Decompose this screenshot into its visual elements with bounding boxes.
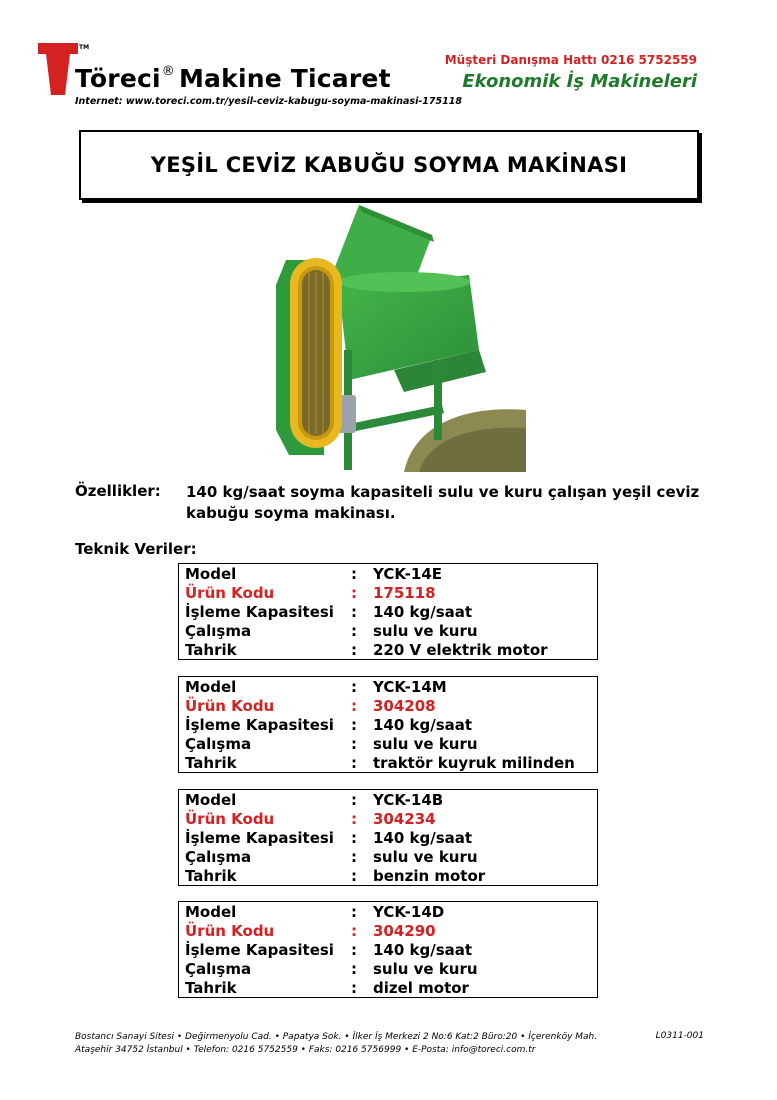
spec-row-capacity	[185, 603, 597, 622]
company-logo-icon	[38, 43, 78, 95]
spec-value: 140 kg/saat	[373, 716, 473, 734]
spec-sep: :	[351, 716, 357, 734]
spec-value: sulu ve kuru	[373, 622, 478, 640]
spec-row-capacity	[185, 829, 597, 848]
footer-line-1: Bostancı Sanayi Sitesi • Değirmenyolu Cad. • Papatya Sok. • İlker İş Merkezi 2 No:6 Kat:2 Büro:20 • İçerenköy Mah.	[75, 1032, 598, 1042]
spec-row-drive	[185, 867, 597, 886]
spec-sep: :	[351, 791, 357, 809]
spec-sep: :	[351, 584, 357, 602]
spec-row-operation	[185, 960, 597, 979]
spec-key: Model	[185, 791, 237, 809]
spec-key: Tahrik	[185, 641, 237, 659]
spec-key: Çalışma	[185, 622, 252, 640]
spec-value: 140 kg/saat	[373, 603, 473, 621]
spec-row-model	[185, 678, 597, 697]
features-text: 140 kg/saat soyma kapasiteli sulu ve kuru çalışan yeşil ceviz kabuğu soyma makinası.	[186, 483, 700, 522]
spec-key: Ürün Kodu	[185, 584, 275, 602]
spec-key: Model	[185, 678, 237, 696]
spec-key: İşleme Kapasitesi	[185, 829, 334, 847]
spec-sep: :	[351, 941, 357, 959]
spec-row-drive	[185, 754, 597, 773]
spec-value: YCK-14M	[373, 678, 447, 696]
spec-row-operation	[185, 622, 597, 641]
spec-key: Ürün Kodu	[185, 697, 275, 715]
spec-row-code	[185, 697, 597, 716]
spec-row-operation	[185, 735, 597, 754]
document-code: L0311-001	[655, 1031, 704, 1041]
spec-table-yck-14b	[178, 789, 598, 886]
trademark-mark: TM	[79, 44, 90, 51]
spec-sep: :	[351, 622, 357, 640]
customer-hotline: Müşteri Danışma Hattı 0216 5752559	[444, 53, 697, 67]
spec-key: Ürün Kodu	[185, 810, 275, 828]
spec-key: İşleme Kapasitesi	[185, 941, 334, 959]
spec-sep: :	[351, 754, 357, 772]
spec-table-yck-14d	[178, 901, 598, 998]
footer-line-2: Ataşehir 34752 İstanbul • Telefon: 0216 5752559 • Faks: 0216 5756999 • E-Posta: info@toreci.com.tr	[75, 1045, 536, 1055]
spec-row-model	[185, 791, 597, 810]
spec-sep: :	[351, 697, 357, 715]
spec-row-drive	[185, 979, 597, 998]
spec-sep: :	[351, 903, 357, 921]
spec-value: sulu ve kuru	[373, 735, 478, 753]
spec-value: dizel motor	[373, 979, 469, 997]
spec-value: YCK-14D	[373, 903, 445, 921]
spec-key: Çalışma	[185, 960, 252, 978]
spec-value: 304234	[373, 810, 436, 828]
spec-row-capacity	[185, 716, 597, 735]
spec-key: Ürün Kodu	[185, 922, 275, 940]
spec-key: Tahrik	[185, 754, 237, 772]
spec-key: Tahrik	[185, 979, 237, 997]
spec-sep: :	[351, 922, 357, 940]
spec-row-code	[185, 584, 597, 603]
spec-row-capacity	[185, 941, 597, 960]
spec-sep: :	[351, 603, 357, 621]
spec-value: 304208	[373, 697, 436, 715]
spec-value: benzin motor	[373, 867, 486, 885]
spec-row-code	[185, 922, 597, 941]
spec-value: 175118	[373, 584, 436, 602]
spec-table-yck-14e	[178, 563, 598, 660]
spec-value: sulu ve kuru	[373, 848, 478, 866]
spec-row-model	[185, 903, 597, 922]
spec-row-model	[185, 565, 597, 584]
footer-address	[75, 1031, 597, 1057]
company-slogan: Ekonomik İş Makineleri	[462, 71, 697, 92]
spec-key: Çalışma	[185, 735, 252, 753]
spec-value: 140 kg/saat	[373, 829, 473, 847]
spec-sep: :	[351, 960, 357, 978]
spec-value: YCK-14B	[373, 791, 444, 809]
technical-data-label: Teknik Veriler:	[75, 540, 197, 558]
spec-sep: :	[351, 735, 357, 753]
spec-value: sulu ve kuru	[373, 960, 478, 978]
product-url[interactable]: Internet: www.toreci.com.tr/yesil-ceviz-kabugu-soyma-makinasi-175118	[75, 96, 462, 107]
spec-sep: :	[351, 565, 357, 583]
spec-row-operation	[185, 848, 597, 867]
registered-mark: ®	[161, 64, 175, 79]
spec-value: 220 V elektrik motor	[373, 641, 548, 659]
spec-value: traktör kuyruk milinden	[373, 754, 575, 772]
spec-row-code	[185, 810, 597, 829]
brand-name: Töreci	[75, 64, 161, 93]
spec-sep: :	[351, 678, 357, 696]
spec-value: 140 kg/saat	[373, 941, 473, 959]
spec-sep: :	[351, 810, 357, 828]
page-title: YEŞİL CEVİZ KABUĞU SOYMA MAKİNASI	[150, 153, 628, 177]
company-name	[75, 64, 391, 93]
spec-key: Çalışma	[185, 848, 252, 866]
spec-value: 304290	[373, 922, 436, 940]
spec-sep: :	[351, 829, 357, 847]
spec-key: İşleme Kapasitesi	[185, 603, 334, 621]
spec-sep: :	[351, 848, 357, 866]
spec-value: YCK-14E	[373, 565, 443, 583]
spec-sep: :	[351, 641, 357, 659]
title-box	[79, 130, 699, 200]
machine-photo	[254, 200, 526, 472]
spec-table-yck-14m	[178, 676, 598, 773]
spec-key: Model	[185, 565, 237, 583]
spec-sep: :	[351, 979, 357, 997]
spec-key: Model	[185, 903, 237, 921]
brand-rest: Makine Ticaret	[178, 64, 391, 93]
spec-sep: :	[351, 867, 357, 885]
spec-key: Tahrik	[185, 867, 237, 885]
spec-row-drive	[185, 641, 597, 660]
features-label: Özellikler:	[75, 482, 161, 500]
spec-key: İşleme Kapasitesi	[185, 716, 334, 734]
